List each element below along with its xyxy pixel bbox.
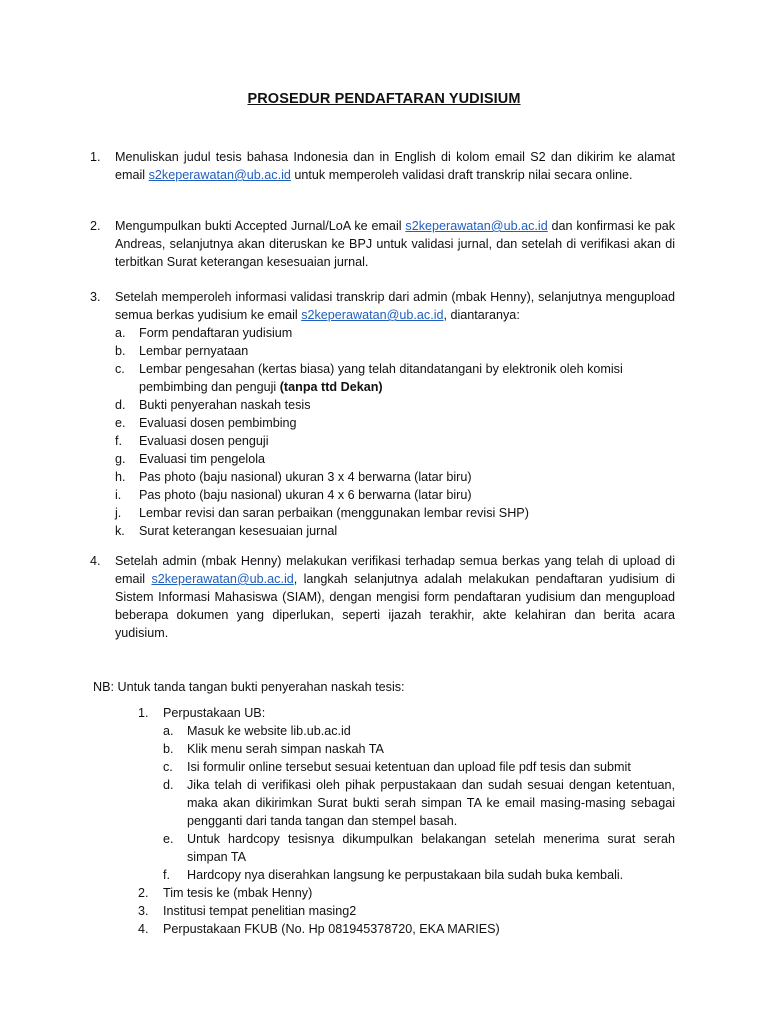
nb-number: 1.	[138, 706, 149, 720]
step-1	[90, 148, 675, 184]
nb-item-2	[138, 884, 675, 902]
list-item: f. Evaluasi dosen penguji	[115, 434, 269, 448]
list-item: j. Lembar revisi dan saran perbaikan (menggunakan lembar revisi SHP)	[115, 506, 529, 520]
nb-number: 3.	[138, 904, 149, 918]
list-item: b. Klik menu serah simpan naskah TA	[163, 742, 384, 756]
list-item: f. Hardcopy nya diserahkan langsung ke perpustakaan bila sudah buka kembali.	[163, 868, 624, 882]
list-item: k. Surat keterangan kesesuaian jurnal	[115, 524, 338, 538]
step-2	[90, 217, 676, 271]
nb-number: 2.	[138, 886, 149, 900]
page-title: PROSEDUR PENDAFTARAN YUDISIUM	[247, 91, 521, 107]
list-item: d. Jika telah di verifikasi oleh pihak perpustakaan dan sudah sesuai dengan ketentuan, maka akan dikirimkan Surat bukti serah simpan TA ke email masing-masing sebagai pengganti dari tanda tangan dan stempel basah.	[163, 778, 675, 828]
step-text: dan konfirmasi ke pak Andreas, selanjutnya akan diteruskan ke BPJ untuk validasi jurnal, dan setelah di verifikasi akan di terbitkan Surat keterangan kesesuaian jurnal.	[115, 219, 676, 269]
step-number: 2.	[90, 219, 101, 233]
nb-heading: NB: Untuk tanda tangan bukti penyerahan naskah tesis:	[93, 680, 405, 694]
step-number: 4.	[90, 554, 101, 568]
nb-list	[138, 704, 675, 938]
step-number: 3.	[90, 290, 101, 304]
list-item: g. Evaluasi tim pengelola	[115, 452, 266, 466]
document-list	[115, 324, 675, 540]
step-text: Menuliskan judul tesis bahasa Indonesia dan in English di kolom email S2 dan dikirim ke alamat email	[115, 150, 675, 182]
email-link[interactable]: s2keperawatan@ub.ac.id	[151, 572, 294, 586]
list-item: e. Untuk hardcopy tesisnya dikumpulkan belakangan setelah menerima surat serah simpan TA	[163, 832, 675, 864]
list-item: h. Pas photo (baju nasional) ukuran 3 x 4 berwarna (latar biru)	[115, 470, 472, 484]
step-text: , langkah selanjutnya adalah melakukan pendaftaran yudisium di Sistem Informasi Mahasiswa (SIAM), dengan mengisi form pendaftaran yudisium dan mengupload beberapa dokumen yang diperlukan, seperti ijazah terakhir, akte kelahiran dan berita acara yudisium.	[115, 572, 675, 640]
step-text: Setelah admin (mbak Henny) melakukan verifikasi terhadap semua berkas yang telah di upload di email	[115, 554, 675, 586]
bold-note: (tanpa ttd Dekan)	[279, 380, 383, 394]
step-number: 1.	[90, 150, 101, 164]
nb-sub-list	[163, 722, 675, 884]
nb-text: Institusi tempat penelitian masing2	[163, 904, 357, 918]
nb-text: Tim tesis ke (mbak Henny)	[163, 886, 313, 900]
list-item: c. Lembar pengesahan (kertas biasa) yang telah ditandatangani by elektronik oleh komisi pembimbing dan penguji (tanpa ttd Dekan)	[115, 362, 623, 394]
step-text: Setelah memperoleh informasi validasi transkrip dari admin (mbak Henny), selanjutnya mengupload semua berkas yudisium ke email	[115, 290, 675, 322]
email-link[interactable]: s2keperawatan@ub.ac.id	[405, 219, 548, 233]
nb-item-1	[138, 704, 675, 722]
nb-text: Perpustakaan FKUB (No. Hp 081945378720, EKA MARIES)	[163, 922, 500, 936]
email-link[interactable]: s2keperawatan@ub.ac.id	[148, 168, 291, 182]
nb-item-3	[138, 902, 675, 920]
list-item: c. Isi formulir online tersebut sesuai ketentuan dan upload file pdf tesis dan submit	[163, 760, 631, 774]
step-text: , diantaranya:	[443, 308, 520, 322]
step-4	[90, 552, 675, 642]
list-item: a. Form pendaftaran yudisium	[115, 326, 293, 340]
step-text: untuk memperoleh validasi draft transkrip nilai secara online.	[290, 168, 633, 182]
nb-item-4	[138, 920, 675, 938]
list-item: e. Evaluasi dosen pembimbing	[115, 416, 297, 430]
list-item: d. Bukti penyerahan naskah tesis	[115, 398, 311, 412]
step-3	[90, 288, 675, 540]
list-item: a. Masuk ke website lib.ub.ac.id	[163, 724, 351, 738]
list-item: b. Lembar pernyataan	[115, 344, 249, 358]
step-text: Mengumpulkan bukti Accepted Jurnal/LoA ke email	[115, 219, 406, 233]
nb-number: 4.	[138, 922, 149, 936]
list-item: i. Pas photo (baju nasional) ukuran 4 x 6 berwarna (latar biru)	[115, 488, 472, 502]
email-link[interactable]: s2keperawatan@ub.ac.id	[301, 308, 444, 322]
nb-text: Perpustakaan UB:	[163, 706, 266, 720]
